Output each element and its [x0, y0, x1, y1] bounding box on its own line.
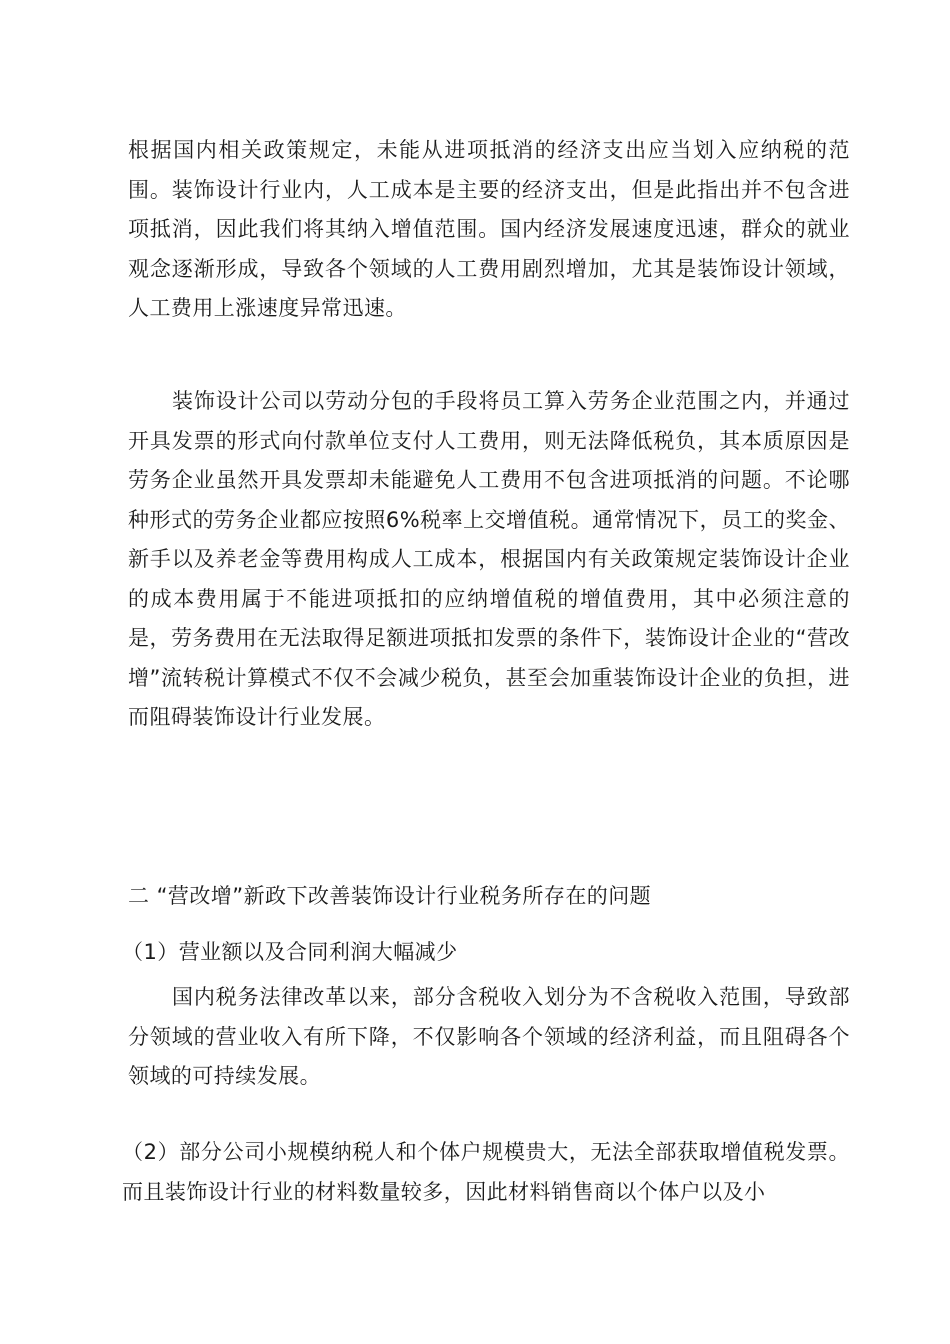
body-paragraph: 国内税务法律改革以来，部分含税收入划分为不含税收入范围，导致部分领域的营业收入有所下降，不仅影响各个领域的经济利益，而且阻碍各个领域的可持续发展。: [128, 985, 850, 1088]
body-paragraph: （2）部分公司小规模纳税人和个体户规模贵大，无法全部获取增值税发票。而且装饰设计行业的材料数量较多，因此材料销售商以个体户以及小: [122, 1140, 850, 1204]
section-heading: 二 “营改增”新政下改善装饰设计行业税务所存在的问题: [128, 884, 652, 908]
body-paragraph: 装饰设计公司以劳动分包的手段将员工算入劳务企业范围之内，并通过开具发票的形式向付款单位支付人工费用，则无法降低税负，其本质原因是劳务企业虽然开具发票却未能避免人工费用不包含进项抵消的问题。不论哪种形式的劳务企业都应按照6%税率上交增值税。通常情况下，员工的奖金、新手以及养老金等费用构成人工成本，根据国内有关政策规定装饰设计企业的成本费用属于不能进项抵扣的应纳增值税的增值费用，其中必须注意的是，劳务费用在无法取得足额进项抵扣发票的条件下，装饰设计企业的“营改增”流转税计算模式不仅不会减少税负，甚至会加重装饰设计企业的负担，进而阻碍装饰设计行业发展。: [128, 389, 850, 729]
subsection-heading: （1）营业额以及合同利润大幅减少: [122, 940, 458, 964]
body-paragraph: 根据国内相关政策规定，未能从进项抵消的经济支出应当划入应纳税的范围。装饰设计行业内，人工成本是主要的经济支出，但是此指出并不包含进项抵消，因此我们将其纳入增值范围。国内经济发展速度迅速，群众的就业观念逐渐形成，导致各个领域的人工费用剧烈增加，尤其是装饰设计领域，人工费用上涨速度异常迅速。: [128, 138, 850, 320]
